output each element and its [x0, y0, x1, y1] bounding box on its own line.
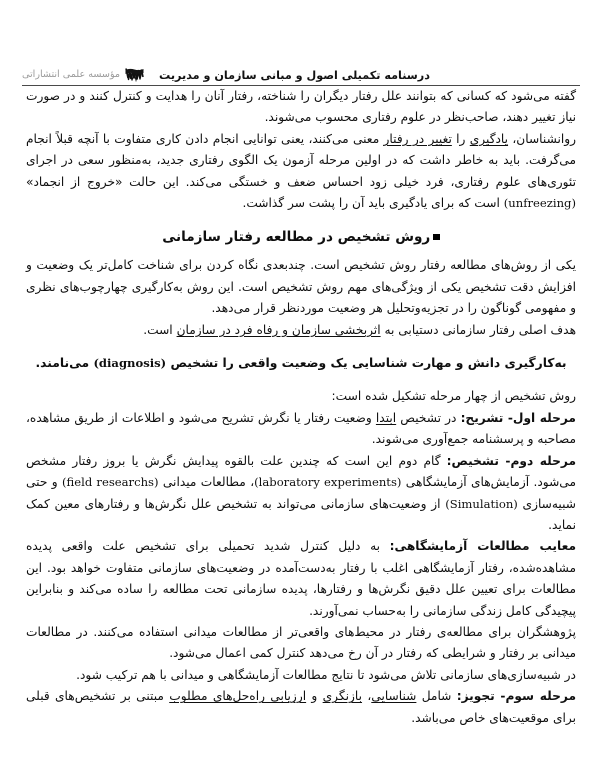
p10-text: در شبیه‌سازی‌های سازمانی تلاش می‌شود تا نتایج مطالعات آزمایشگاهی و میدانی با هم ترکیب شود. — [76, 667, 576, 682]
bold-seg2: می‌نامند. — [35, 356, 94, 371]
p5-text: روش تشخیص از چهار مرحله تشکیل شده است: — [331, 389, 576, 404]
p2-seg4: است که برای یادگیری باید آن را پشت سر گذاشت. — [242, 196, 504, 211]
p11-underline-identification: شناسایی — [371, 689, 417, 704]
p6-seg2: وضعیت رفتار یا نگرش تشریح می‌شود و اطلاعات از طریق مشاهده، مصاحبه و پرسشنامه جمع‌آوری می‌شوند. — [26, 410, 576, 447]
section-heading-diagnosis-method — [26, 226, 576, 248]
spacer-before-heading — [26, 214, 576, 226]
paragraph-10 — [26, 665, 576, 686]
paragraph-stage-one — [26, 408, 576, 451]
p4-underline-effectiveness: اثربخشی سازمان و رفاه فرد در سازمان — [176, 322, 381, 337]
bold-statement-diagnosis — [26, 353, 576, 374]
publisher-mark-icon — [125, 67, 144, 82]
paragraph-lab-disadvantages — [26, 536, 576, 622]
paragraph-2 — [26, 129, 576, 215]
p7-latin-laboratory-experiments: (laboratory experiments) — [254, 475, 402, 490]
p11-underline-review: بازنگری — [322, 689, 363, 704]
p2-underline-behavior-change: تغییر در رفتار — [383, 131, 452, 146]
p7-latin-field-researchs: (field researchs) — [62, 475, 159, 490]
lab-disadvantages-label: معایب مطالعات آزمایشگاهی: — [389, 539, 576, 554]
paragraph-3 — [26, 255, 576, 319]
p8-seg1: به دلیل کنترل شدید تحمیلی برای تشخیص علت واقعی پدیده مشاهده‌شده، رفتار آزمایشگاهی اغلب با رفتار به‌دست‌آمده در وضعیت‌های سازمانی متفاوت خواهد بود. این مطالعات برای تعیین علل دقیق نگرش‌ها و رفتارها، پدیده سازمانی تحت مطالعه را ساده می‌کند و بنابراین پیچیدگی کامل زندگی سازمانی را به‌حساب نمی‌آورند. — [26, 539, 576, 618]
paragraph-9 — [26, 622, 576, 665]
p11-seg3: و — [306, 689, 323, 704]
paragraph-stage-two — [26, 451, 576, 537]
running-header — [22, 56, 580, 86]
p6-underline-ebteda: ابتدا — [375, 410, 397, 425]
document-body — [26, 86, 576, 729]
paragraph-4 — [26, 320, 576, 341]
publisher-name: مؤسسه علمی انتشاراتی — [22, 69, 121, 81]
paragraph-5 — [26, 386, 576, 407]
stage-two-label: مرحله دوم- تشخیص: — [446, 453, 576, 468]
p7-seg1: گام دوم این است که چندین علت بالقوه پیدایش نگرش یا بروز رفتار مشخص می‌شود. آزمایش‌های آزمایشگاهی — [26, 453, 576, 490]
p11-underline-evaluation: ارزیابی راه‌حل‌های مطلوب — [169, 689, 307, 704]
stage-three-label: مرحله سوم- تجویز: — [456, 689, 576, 704]
section-heading-text: روش تشخیص در مطالعه رفتار سازمانی — [162, 229, 431, 246]
stage-one-label: مرحله اول- تشریح: — [460, 410, 576, 425]
p7-seg3: و حتی شبیه‌سازی — [26, 475, 576, 511]
p7-latin-simulation: (Simulation) — [445, 496, 518, 511]
p3-text: یکی از روش‌های مطالعه رفتار روش تشخیص است. چندبعدی نگاه کردن برای شناخت کامل‌تر یک وضعیت و افزایش دقت تشخیص یکی از ویژگی‌های مهم روش تشخیص است. این روش به‌کارگیری چهارچوب‌های نظری و مفهومی گوناگون را در تجزیه‌وتحلیل هر وضعیت موردنظر قرار می‌دهد. — [26, 258, 576, 316]
p2-seg1: روانشناسان، — [508, 131, 576, 146]
square-bullet-icon — [433, 234, 440, 241]
p6-seg1: در تشخیص — [396, 410, 461, 425]
p11-seg1: شامل — [416, 689, 457, 704]
p7-seg4: از وضعیت‌های سازمانی می‌تواند به تشخیص علل نگرش‌ها و رفتارهای معین کمک نماید. — [26, 496, 576, 532]
p2-seg3: معنی می‌کنند، یعنی توانایی انجام دادن کاری متفاوت با آنچه قبلاً انجام می‌گرفت. باید به خاطر داشت که در اولین مرحله آزمون یک الگوی رفتاری جدید، به‌منظور سعی در اجرای تئوری‌های علوم رفتاری، فرد خیلی زود احساس ضعف و خستگی می‌کند. این حالت «خروج از انجماد» — [26, 131, 576, 189]
p9-text: پژوهشگران برای مطالعه‌ی رفتار در محیط‌های واقعی‌تر از مطالعات میدانی استفاده می‌کنند. در مطالعات میدانی بر رفتار و شرایطی که رفتار در آن رخ می‌دهد کنترل کمی اعمال می‌شود. — [26, 624, 576, 661]
paragraph-1-text: گفته می‌شود که کسانی که بتوانند علل رفتار دیگران را شناخته، رفتار آنان را هدایت و کنترل کنند و در صورت نیاز تغییر دهند، صاحب‌نظر در علوم رفتاری محسوب می‌شوند. — [26, 89, 576, 125]
p11-seg2: ، — [362, 689, 372, 704]
header-title: درسنامه تکمیلی اصول و مبانی سازمان و مدیریت — [159, 68, 430, 82]
spacer-after-heading — [26, 248, 576, 255]
p2-underline-learning: یادگیری — [469, 131, 509, 146]
spacer-before-bold-statement — [26, 341, 576, 353]
bold-latin-diagnosis: (diagnosis) — [93, 356, 167, 371]
bold-seg1: به‌کارگیری دانش و مهارت شناسایی یک وضعیت واقعی را تشخیص — [166, 356, 567, 371]
p11-seg4: مبتنی بر تشخیص‌های قبلی برای موقعیت‌های خاص می‌باشد. — [26, 689, 576, 725]
p2-latin-unfreezing: (unfreezing) — [503, 196, 576, 211]
p7-seg2: ، مطالعات میدانی — [158, 475, 255, 490]
publisher-brand — [22, 67, 144, 82]
paragraph-1 — [26, 86, 576, 129]
paragraph-stage-three — [26, 686, 576, 729]
spacer-after-bold-statement — [26, 374, 576, 386]
p2-seg2: را — [451, 131, 470, 146]
p4-seg1: هدف اصلی رفتار سازمانی دستیابی به — [380, 322, 576, 337]
p4-seg2: است. — [143, 322, 177, 337]
